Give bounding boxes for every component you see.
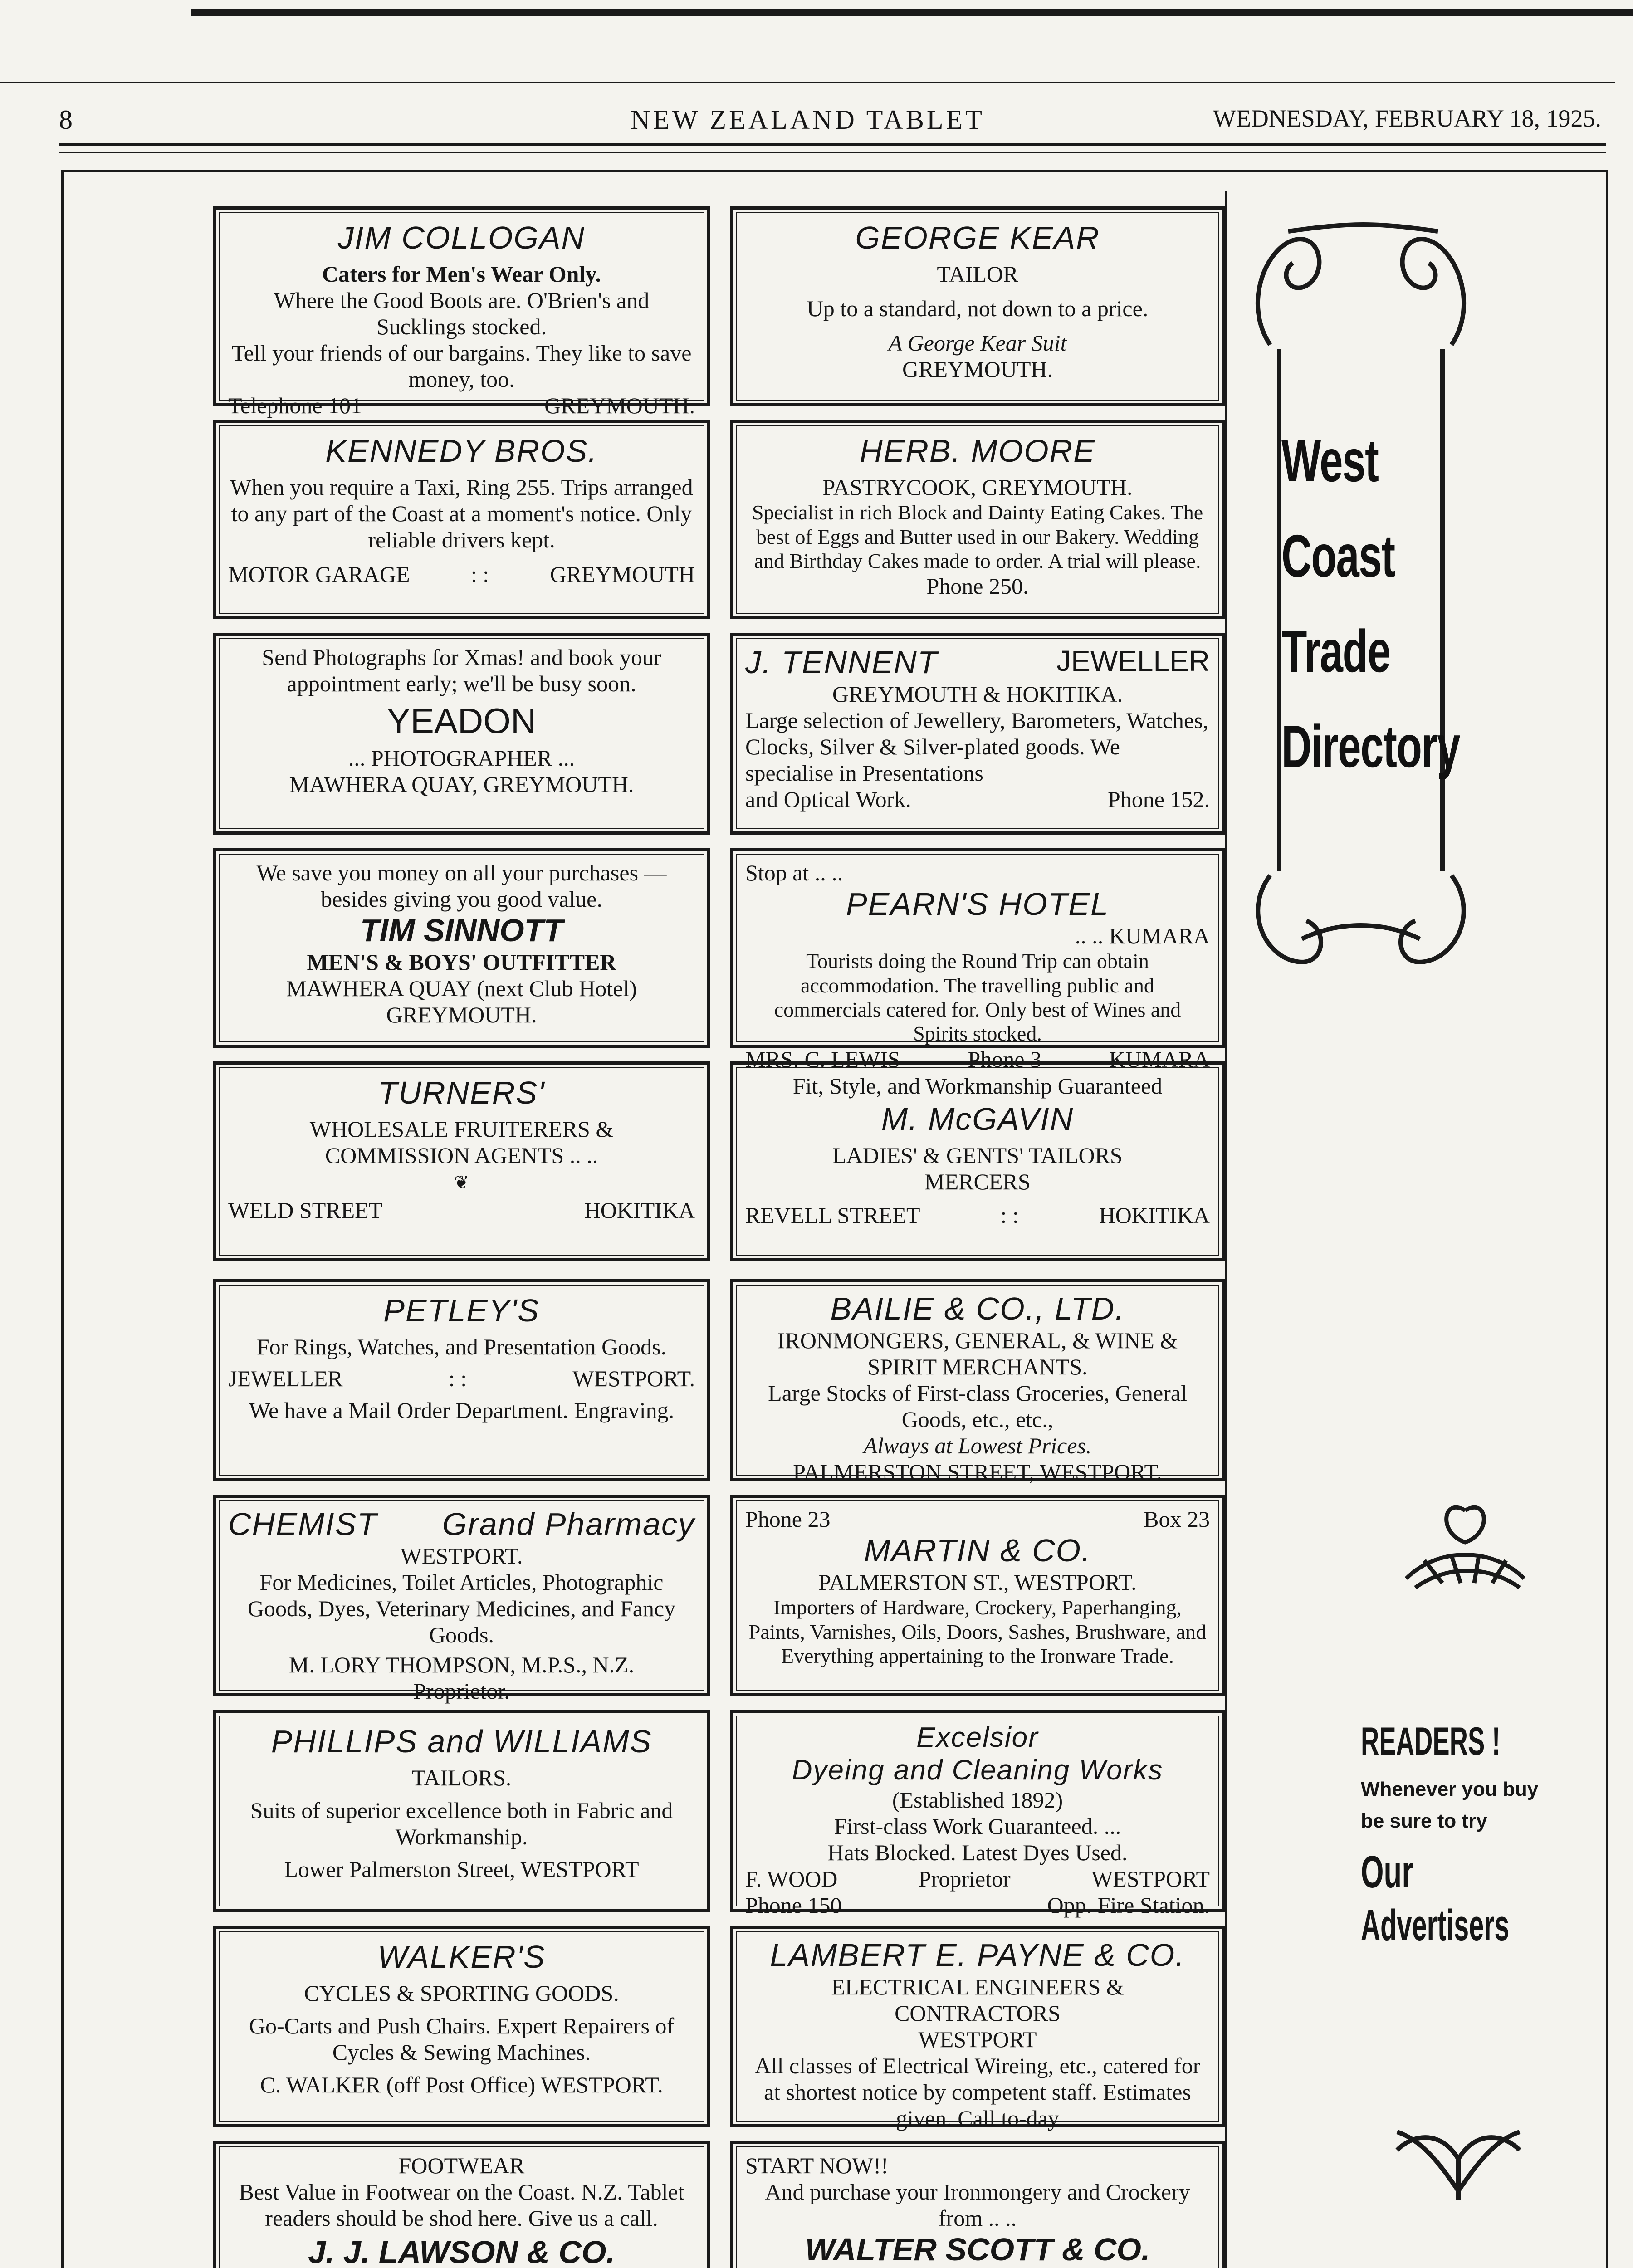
page-number: 8 [59,105,73,135]
banner-line: West [1281,427,1379,494]
street: WELD STREET [228,1197,383,1223]
phone: Phone 152. [1108,787,1210,812]
town: WESTPORT [918,2027,1037,2053]
ad-walter-scott [730,2141,1225,2268]
ad-footer [228,392,695,419]
address: MAWHERA QUAY, GREYMOUTH. [289,772,634,797]
ad-phillips-williams [213,1710,710,1912]
ad-text: Importers of Hardware, Crockery, Paperhanging, Paints, Varnishes, Oils, Doors, Sashes, Brushware, and Everything appertaining to the Ironware Trade. [748,1596,1207,1667]
trade: MEN'S & BOYS' OUTFITTER [307,949,616,975]
ad-jim-collogan [213,206,710,419]
ad-text: Suits of superior excellence both in Fabric and Workmanship. [250,1798,673,1850]
ad-lambert-payne [730,1926,1225,2131]
side-notice-text: Our [1361,1847,1413,1897]
ad-name: M. McGAVIN [881,1101,1074,1137]
owner: F. WOOD [745,1866,838,1892]
ad-text: Large Stocks of First-class Groceries, General Goods, etc., etc., [768,1380,1187,1432]
ad-text: For Medicines, Toilet Articles, Photographic Goods, Dyes, Veterinary Medicines, and Fancy Goods. [247,1569,676,1648]
ad-name: BAILIE & CO., LTD. [830,1291,1125,1326]
ad-footer [745,1202,1210,1228]
ad-text: A George Kear Suit [888,330,1067,356]
ad-name: J. J. LAWSON & CO. [308,2234,615,2268]
ad-text: Send Photographs for Xmas! and book your appointment early; we'll be busy soon. [262,645,661,696]
separator: : : [1000,1202,1019,1228]
ad-text: First-class Work Guaranteed. ... [834,1813,1121,1839]
trade: TAILORS. [411,1765,512,1791]
owner: M. LORY THOMPSON, M.P.S., N.Z. [288,1652,635,1678]
ad-footer [228,561,695,587]
trade: ... PHOTOGRAPHER ... [348,745,575,771]
phone: Phone 250. [926,573,1029,599]
ad-text: And purchase your Ironmongery and Crockery from .. .. [765,2179,1190,2231]
ad-name: J. TENNENT [745,645,938,680]
column-divider [1225,191,1227,2268]
separator: : : [448,1366,467,1392]
ad-text: WHOLESALE FRUITERERS & [309,1116,614,1142]
town: HOKITIKA [1099,1202,1210,1228]
town: GREYMOUTH. [902,357,1053,382]
side-notice-title: READERS ! [1361,1720,1501,1763]
ad-text: Tell your friends of our bargains. They like to save money, too. [231,340,692,392]
street: REVELL STREET [745,1202,920,1228]
ad-text: Specialist in rich Block and Dainty Eating Cakes. The best of Eggs and Butter used in our Bakery. Wedding and Birthday Cakes made to order. A trial will please. [752,501,1203,572]
phone: Phone 23 [745,1506,831,1532]
trade: MERCERS [924,1169,1031,1195]
ad-text: C. WALKER (off Post Office) WESTPORT. [260,2072,663,2098]
ad-text: Up to a standard, not down to a price. [807,296,1149,322]
ad-name: PHILLIPS and WILLIAMS [271,1724,652,1759]
ad-tim-sinnott [213,848,710,1048]
towns: GREYMOUTH & HOKITIKA. [832,681,1123,707]
ad-text: and Optical Work. [745,787,911,812]
ad-name: WALKER'S [377,1939,546,1975]
ad-name: GEORGE KEAR [855,220,1100,255]
trade: TAILOR [937,261,1018,287]
phone: Phone 3 [968,1046,1041,1072]
ad-footer [745,1866,1210,1892]
banner-line: Coast [1281,523,1395,589]
ad-top-row [745,1506,1210,1532]
address: PALMERSTON STREET, WESTPORT. [793,1459,1162,1485]
ad-heading [228,1506,695,1543]
address: Lower Palmerston Street, WESTPORT [284,1857,639,1882]
town: GREYMOUTH. [544,393,695,419]
ad-text: IRONMONGERS, GENERAL, & WINE & SPIRIT MERCHANTS. [777,1328,1178,1380]
ad-footer [228,1197,695,1223]
ad-name: MARTIN & CO. [864,1533,1091,1568]
ad-name: YEADON [386,701,537,741]
ad-text: For Rings, Watches, and Presentation Goods. [256,1334,667,1360]
masthead-rule-2 [59,152,1606,153]
ad-pearns-hotel [730,848,1225,1072]
trade-directory-banner [1238,213,1483,975]
town: WESTPORT. [572,1366,695,1392]
box: Box 23 [1144,1506,1210,1532]
phone: Telephone 101 [228,393,362,419]
ad-petleys [213,1279,710,1481]
phone: Phone 150 [745,1892,842,1918]
masthead [54,91,1606,141]
town: GREYMOUTH [550,562,695,587]
ad-name: PETLEY'S [383,1293,540,1328]
owner: MRS. C. LEWIS [745,1046,900,1072]
top-rule-thin [0,82,1615,83]
ad-name: Excelsior [916,1722,1039,1753]
ad-text: Best Value in Footwear on the Coast. N.Z. Tablet readers should be shod here. Give us a call. [239,2179,684,2231]
trade: FOOTWEAR [398,2153,525,2178]
ad-subname: Dyeing and Cleaning Works [792,1754,1164,1786]
ad-text: Go-Carts and Push Chairs. Expert Repairers of Cycles & Sewing Machines. [249,2013,675,2065]
ad-george-kear [730,206,1225,406]
ad-text: Always at Lowest Prices. [863,1433,1092,1459]
issue-date: WEDNESDAY, FEBRUARY 18, 1925. [1213,105,1601,132]
trade: CYCLES & SPORTING GOODS. [304,1980,619,2006]
ad-walkers [213,1926,710,2127]
ad-text: Where the Good Boots are. O'Brien's and Sucklings stocked. [274,288,650,340]
ad-heading [745,644,1210,681]
ad-text: Hats Blocked. Latest Dyes Used. [827,1839,1128,1865]
trade: JEWELLER [228,1366,343,1392]
town: WESTPORT. [400,1543,523,1569]
ad-text: All classes of Electrical Wireing, etc., catered for at shortest notice by competent staff. Estimates given. Call to-day [754,2053,1201,2131]
ad-text: CONTRACTORS [895,2000,1061,2026]
town: WESTPORT [1091,1866,1210,1892]
role: Proprietor [918,1866,1011,1892]
address: PALMERSTON ST., WESTPORT. [818,1569,1137,1595]
banner-line: Directory [1281,713,1460,780]
ad-turners [213,1061,710,1261]
ad-grand-pharmacy [213,1495,710,1704]
side-notice-text: Whenever you buy [1361,1778,1539,1800]
banner-line: Trade [1281,618,1390,684]
ad-name: HERB. MOORE [860,433,1095,469]
ad-martin-co [730,1495,1225,1696]
ad-text: Large selection of Jewellery, Barometers, Watches, Clocks, Silver & Silver-plated goods. We specialise in Presentations [745,708,1209,786]
ornament-icon: ❦ [454,1172,469,1193]
ad-footer [745,1892,1210,1918]
trade: LADIES' & GENTS' TAILORS [832,1143,1123,1168]
role: Proprietor. [413,1678,510,1704]
side-notice-text: be sure to try [1361,1810,1487,1832]
ad-footer [745,786,1210,812]
town: .. .. KUMARA [1075,923,1210,949]
publication-title: NEW ZEALAND TABLET [631,105,985,135]
ad-text: When you require a Taxi, Ring 255. Trips arranged to any part of the Coast at a moment's notice. Only reliable drivers kept. [230,474,693,553]
side-notice-text: Advertisers [1361,1901,1510,1950]
ad-name: PEARN'S HOTEL [846,886,1110,922]
established: (Established 1892) [892,1787,1063,1813]
ad-name: LAMBERT E. PAYNE & CO. [770,1937,1185,1973]
ad-text: We save you money on all your purchases —besides giving you good value. [256,860,667,912]
ad-text: COMMISSION AGENTS .. .. [325,1143,598,1168]
ad-name: TIM SINNOTT [360,913,563,948]
separator: : : [470,562,489,587]
ad-name: KENNEDY BROS. [325,433,598,469]
location: Opp. Fire Station. [1047,1892,1210,1918]
ad-yeadon [213,633,710,835]
ad-row [228,1365,695,1392]
ad-excelsior [730,1710,1225,1918]
ad-name: JIM COLLOGAN [337,220,586,255]
masthead-rule [59,143,1606,146]
ad-text: ELECTRICAL ENGINEERS & [831,1974,1124,2000]
ad-lawson [213,2141,710,2268]
ad-name: WALTER SCOTT & CO. [805,2232,1150,2267]
ad-kennedy-bros [213,420,710,619]
leaf-ornament-icon [1397,1492,1533,1610]
ad-subname: Grand Pharmacy [442,1506,695,1542]
ad-text: Tourists doing the Round Trip can obtain accommodation. The travelling public and commercials catered for. Only best of Wines and Spirits stocked. [774,949,1181,1046]
ad-j-tennent [730,633,1225,835]
ad-mcgavin [730,1061,1225,1261]
ad-text: Stop at .. .. [745,860,843,885]
garage: MOTOR GARAGE [228,562,410,587]
knot-ornament-icon [1388,2114,1529,2204]
top-rule-thick [191,9,1633,16]
ad-name: TURNERS' [378,1075,545,1110]
scroll-ornament-icon [1238,213,1483,975]
town: HOKITIKA [584,1197,695,1223]
ad-herb-moore [730,420,1225,619]
trade: JEWELLER [1056,645,1210,677]
town: KUMARA [1109,1046,1210,1072]
ad-text: START NOW!! [745,2153,889,2178]
ad-text: We have a Mail Order Department. Engraving. [249,1398,675,1423]
trade: PASTRYCOOK, GREYMOUTH. [822,474,1133,500]
address: MAWHERA QUAY (next Club Hotel) [286,976,637,1002]
ad-text: Caters for Men's Wear Only. [322,261,601,287]
ad-text: Fit, Style, and Workmanship Guaranteed [792,1073,1163,1099]
ad-bailie [730,1279,1225,1485]
town: GREYMOUTH. [386,1002,537,1028]
ad-name: CHEMIST [228,1506,377,1542]
